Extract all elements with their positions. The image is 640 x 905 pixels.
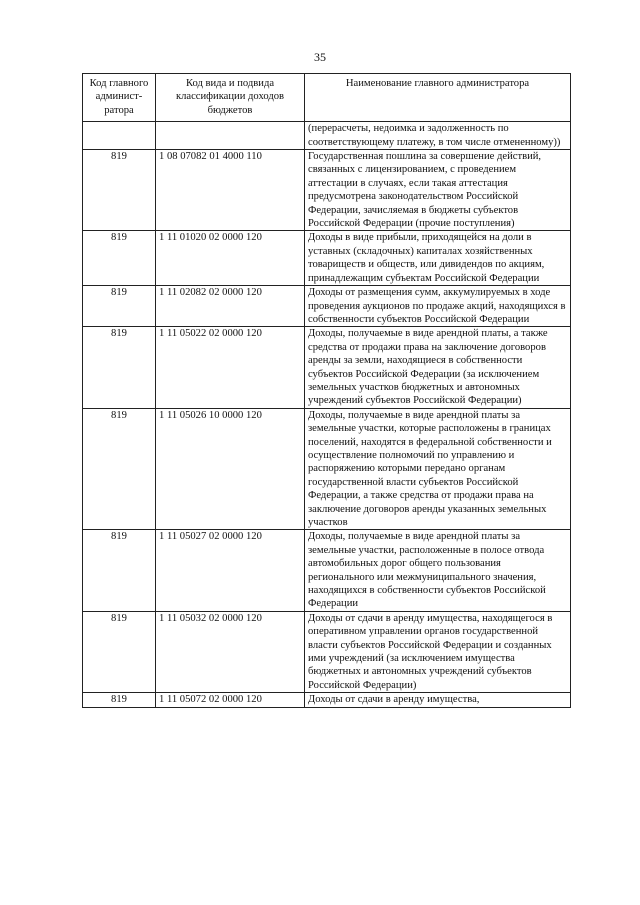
- table-row: [83, 530, 571, 611]
- admin-code-cell: 819: [83, 693, 156, 707]
- income-code-cell: 1 08 07082 01 4000 110: [156, 150, 305, 231]
- admin-name-cell: Доходы от размещения сумм, аккумулируемых в ходе проведения аукционов по продаже акций, находящихся в собственности субъектов Российской Федерации: [305, 286, 571, 327]
- income-code-cell: 1 11 05026 10 0000 120: [156, 408, 305, 530]
- table-row: [83, 408, 571, 530]
- admin-name-cell: Государственная пошлина за совершение действий, связанных с лицензированием, с проведением аттестации в случаях, если такая аттестация предусмотрена законодательством Российской Федерации, зачисляемая в бюджеты субъектов Российской Федерации (прочие поступления): [305, 150, 571, 231]
- admin-code-cell: 819: [83, 286, 156, 327]
- table-row: [83, 122, 571, 150]
- table-row: [83, 286, 571, 327]
- admin-code-cell: 819: [83, 530, 156, 611]
- admin-code-cell: [83, 122, 156, 150]
- admin-name-cell: Доходы от сдачи в аренду имущества, находящегося в оперативном управлении органов государственной власти субъектов Российской Федерации и созданных ими учреждений (за исключением имущества бюджетных и автономных учреждений субъектов Российской Федерации): [305, 611, 571, 692]
- table-row: [83, 327, 571, 408]
- income-code-cell: [156, 122, 305, 150]
- table-header-row: [83, 74, 571, 122]
- table-row: [83, 611, 571, 692]
- table-row: [83, 231, 571, 286]
- income-code-cell: 1 11 05022 02 0000 120: [156, 327, 305, 408]
- admin-code-cell: 819: [83, 327, 156, 408]
- admin-code-cell: 819: [83, 408, 156, 530]
- income-code-cell: 1 11 05027 02 0000 120: [156, 530, 305, 611]
- table-row: [83, 150, 571, 231]
- admin-name-cell: Доходы от сдачи в аренду имущества,: [305, 693, 571, 707]
- income-code-cell: 1 11 05032 02 0000 120: [156, 611, 305, 692]
- admin-name-cell: Доходы в виде прибыли, приходящейся на доли в уставных (складочных) капиталах хозяйственных товариществ и обществ, или дивидендов по акциям, принадлежащим субъектам Российской Федерации: [305, 231, 571, 286]
- admin-code-cell: 819: [83, 231, 156, 286]
- income-code-cell: 1 11 02082 02 0000 120: [156, 286, 305, 327]
- table-row: [83, 693, 571, 707]
- admin-name-cell: Доходы, получаемые в виде арендной платы за земельные участки, которые расположены в границах поселений, находятся в федеральной собственности и осуществление полномочий по управлению и распоряжению которыми передано органам государственной власти субъектов Российской Федерации, а также средства от продажи права на заключение договоров аренды указанных земельных участков: [305, 408, 571, 530]
- header-admin-code: Код главного админист-ратора: [83, 74, 156, 122]
- header-admin-name: Наименование главного администратора: [305, 74, 571, 122]
- page-number: 35: [314, 50, 326, 64]
- income-code-cell: 1 11 05072 02 0000 120: [156, 693, 305, 707]
- admin-name-cell: Доходы, получаемые в виде арендной платы за земельные участки, расположенные в полосе отвода автомобильных дорог общего пользования регионального или межмуниципального значения, находящихся в собственности субъектов Российской Федерации: [305, 530, 571, 611]
- admin-name-cell: (перерасчеты, недоимка и задолженность по соответствующему платежу, в том числе отмененному)): [305, 122, 571, 150]
- budget-admin-table: [82, 73, 571, 708]
- admin-code-cell: 819: [83, 611, 156, 692]
- admin-code-cell: 819: [83, 150, 156, 231]
- income-code-cell: 1 11 01020 02 0000 120: [156, 231, 305, 286]
- header-income-code: Код вида и подвида классификации доходов бюджетов: [156, 74, 305, 122]
- admin-name-cell: Доходы, получаемые в виде арендной платы, а также средства от продажи права на заключение договоров аренды за земли, находящиеся в собственности субъектов Российской Федерации (за исключением земельных участков бюджетных и автономных учреждений субъектов Российской Федерации): [305, 327, 571, 408]
